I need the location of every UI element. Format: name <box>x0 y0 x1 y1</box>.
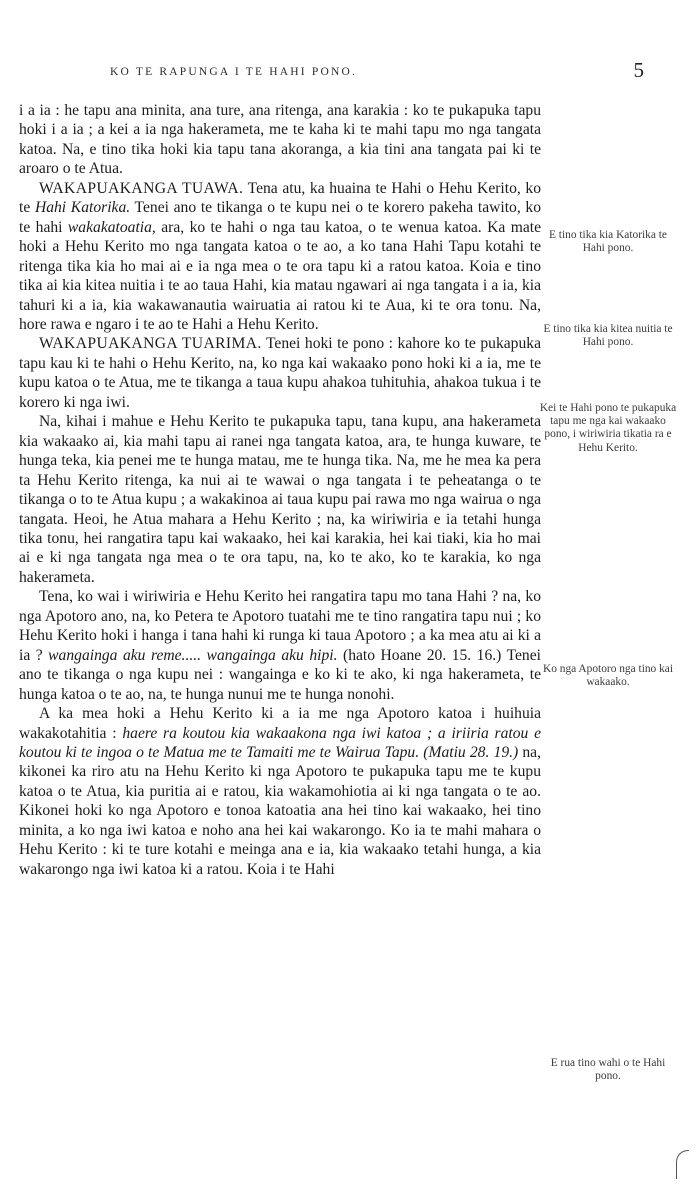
paragraph-3: WAKAPUAKANGA TUARIMA. Tenei hoki te pono : kahore ko te pukapuka tapu kau ki te hahi o Hehu Kerito, na, ko nga kai wakaako pono hoki ki a ia, me te kupu katoa o te Atua, me te tikanga a taua kupu ahakoa tuhituhia, ahakoa tukua i te korero ki nga iwi. <box>19 335 541 411</box>
paragraph-5: Tena, ko wai i wiriwiria e Hehu Kerito hei rangatira tapu mo tana Hahi ? na, ko nga Apotoro ano, na, ko Petera te Apotoro tuatahi me te tino rangatira tapu nui ; ko Hehu Kerito hoki i hanga i tana hahi ki runga ki taua Apotoro ; a ka mea atu ai ki a ia ? wangainga aku reme..... wangainga aku hipi. (hato Hoane 20. 15. 16.) Tenei ano te tikanga o nga kupu nei : wangainga e ko ki te ako, ki nga hakerameta, te hunga katoa o te ao, na, te hunga nunui me te hunga nonohi. <box>19 588 541 703</box>
paragraph-1: i a ia : he tapu ana minita, ana ture, ana ritenga, ana karakia : ko te pukapuka tapu hoki i a ia ; a kei a ia nga hakerameta, me te kaha ki te mahi tapu mo nga tangata katoa. Na, e tino tika hoki kia tapu tana akoranga, a kia tini ana tangata pai ki te aroaro o te Atua. <box>19 102 541 178</box>
paragraph-2: WAKAPUAKANGA TUAWA. Tena atu, ka huaina te Hahi o Hehu Kerito, ko te Hahi Katorika. Tenei ano te tikanga o te kupu nei o te korero pakeha tawito, ko te hahi wakakatoatia, ara, ko te hahi o nga tau katoa, o te wenua katoa. Ka mate hoki a Hehu Kerito mo nga tangata katoa o te ao, a ko tana Hahi Tapu kotahi te ritenga tika kia ho mai ai e ia nga mea o te ora tapu ki a ratou katoa. Koia e tino tika ai kia kitea nuitia i te ao taua Hahi, kia matau ngawari ai nga tangata i a ia, kia tahuri ki a ia, kia wakawanautia wairuatia ai ratou ki te Aua, ki te ora tonu. Na, hore rawa e ngaro i te ao te Hahi a Hehu Kerito. <box>19 179 542 333</box>
margin-note: E rua tino wahi o te Hahi pono. <box>550 1057 666 1083</box>
page-corner-mark <box>676 1150 689 1179</box>
scripture-quote: wangainga aku reme..... wangainga aku hipi. <box>48 646 338 664</box>
scripture-quote: haere ra koutou kia wakaakona nga iwi katoa ; a iriiria ratou e koutou ki te ingoa o te Matua me te Tamaiti me te Wairua Tapu. (Matiu 28. 19.) <box>19 724 541 761</box>
margin-note: Kei te Hahi pono te pukapuka tapu me nga kai wakaako pono, i wiriwiria tikatia ra e Hehu Kerito. <box>539 402 677 454</box>
section-heading-tuawa: WAKAPUAKANGA TUAWA. <box>39 179 244 197</box>
paragraph-6: A ka mea hoki a Hehu Kerito ki a ia me nga Apotoro katoa i huihuia wakakotahitia : haere ra koutou kia wakaakona nga iwi katoa ; a iriiria ratou e koutou ki te ingoa o te Matua me te Tamaiti me te Wairua Tapu. (Matiu 28. 19.) na, kikonei ka riro atu na Hehu Kerito ki nga Apotoro te pukapuka tapu me te kupu katoa o te Atua, kia puritia ai e ratou, kia wakamohiotia ai ki nga tangata o te ao. Kikonei hoki ko nga Apotoro e tonoa katoatia ana hei tino kai wakaako, hei tino minita, a ko nga iwi katoa e noho ana hei kai wakarongo. Ko ia te mahi mahara o Hehu Kerito : ki te ture kotahi e meinga ana e ia, kia wakaako tetahi hunga, a kia wakarongo nga iwi katoa ki a ratou. Koia i te Hahi <box>19 705 541 878</box>
margin-note: E tino tika kia kitea nuitia te Hahi pono. <box>543 323 673 349</box>
page-number: 5 <box>633 58 644 82</box>
body-text <box>19 101 541 879</box>
margin-note: E tino tika kia Katorika te Hahi pono. <box>549 229 667 255</box>
running-title: KO TE RAPUNGA I TE HAHI PONO. <box>110 66 358 78</box>
paragraph-4: Na, kihai i mahue e Hehu Kerito te pukapuka tapu, tana kupu, ana hakerameta kia wakaako ai, kia mahi tapu ai ranei nga tangata katoa, ara, te hunga kuware, te hunga teka, kia penei me te hunga matau, me te hunga tika. Na, me he mea ka pera ta Hehu Kerito ritenga, ka nui ai te wawai o nga tangata i te peheatanga o te tikanga o to te Atua kupu ; a wakakinoa ai taua kupu pai rawa mo nga wairua o nga tangata. Heoi, he Atua mahara a Hehu Kerito ; na, ka wiriwiria e ia tetahi hunga tika tonu, hei rangatira tapu kai wakaako, hei kai karakia, hei kai tiaki, kia ho mai ai e ki nga tangata nga mea o te ora tapu, na, ko te ako, ko te karakia, ko nga hakerameta. <box>19 413 541 586</box>
margin-note: Ko nga Apotoro nga tino kai wakaako. <box>542 663 674 689</box>
section-heading-tuarima: WAKAPUAKANGA TUARIMA. <box>39 335 262 353</box>
page-header <box>0 58 700 90</box>
